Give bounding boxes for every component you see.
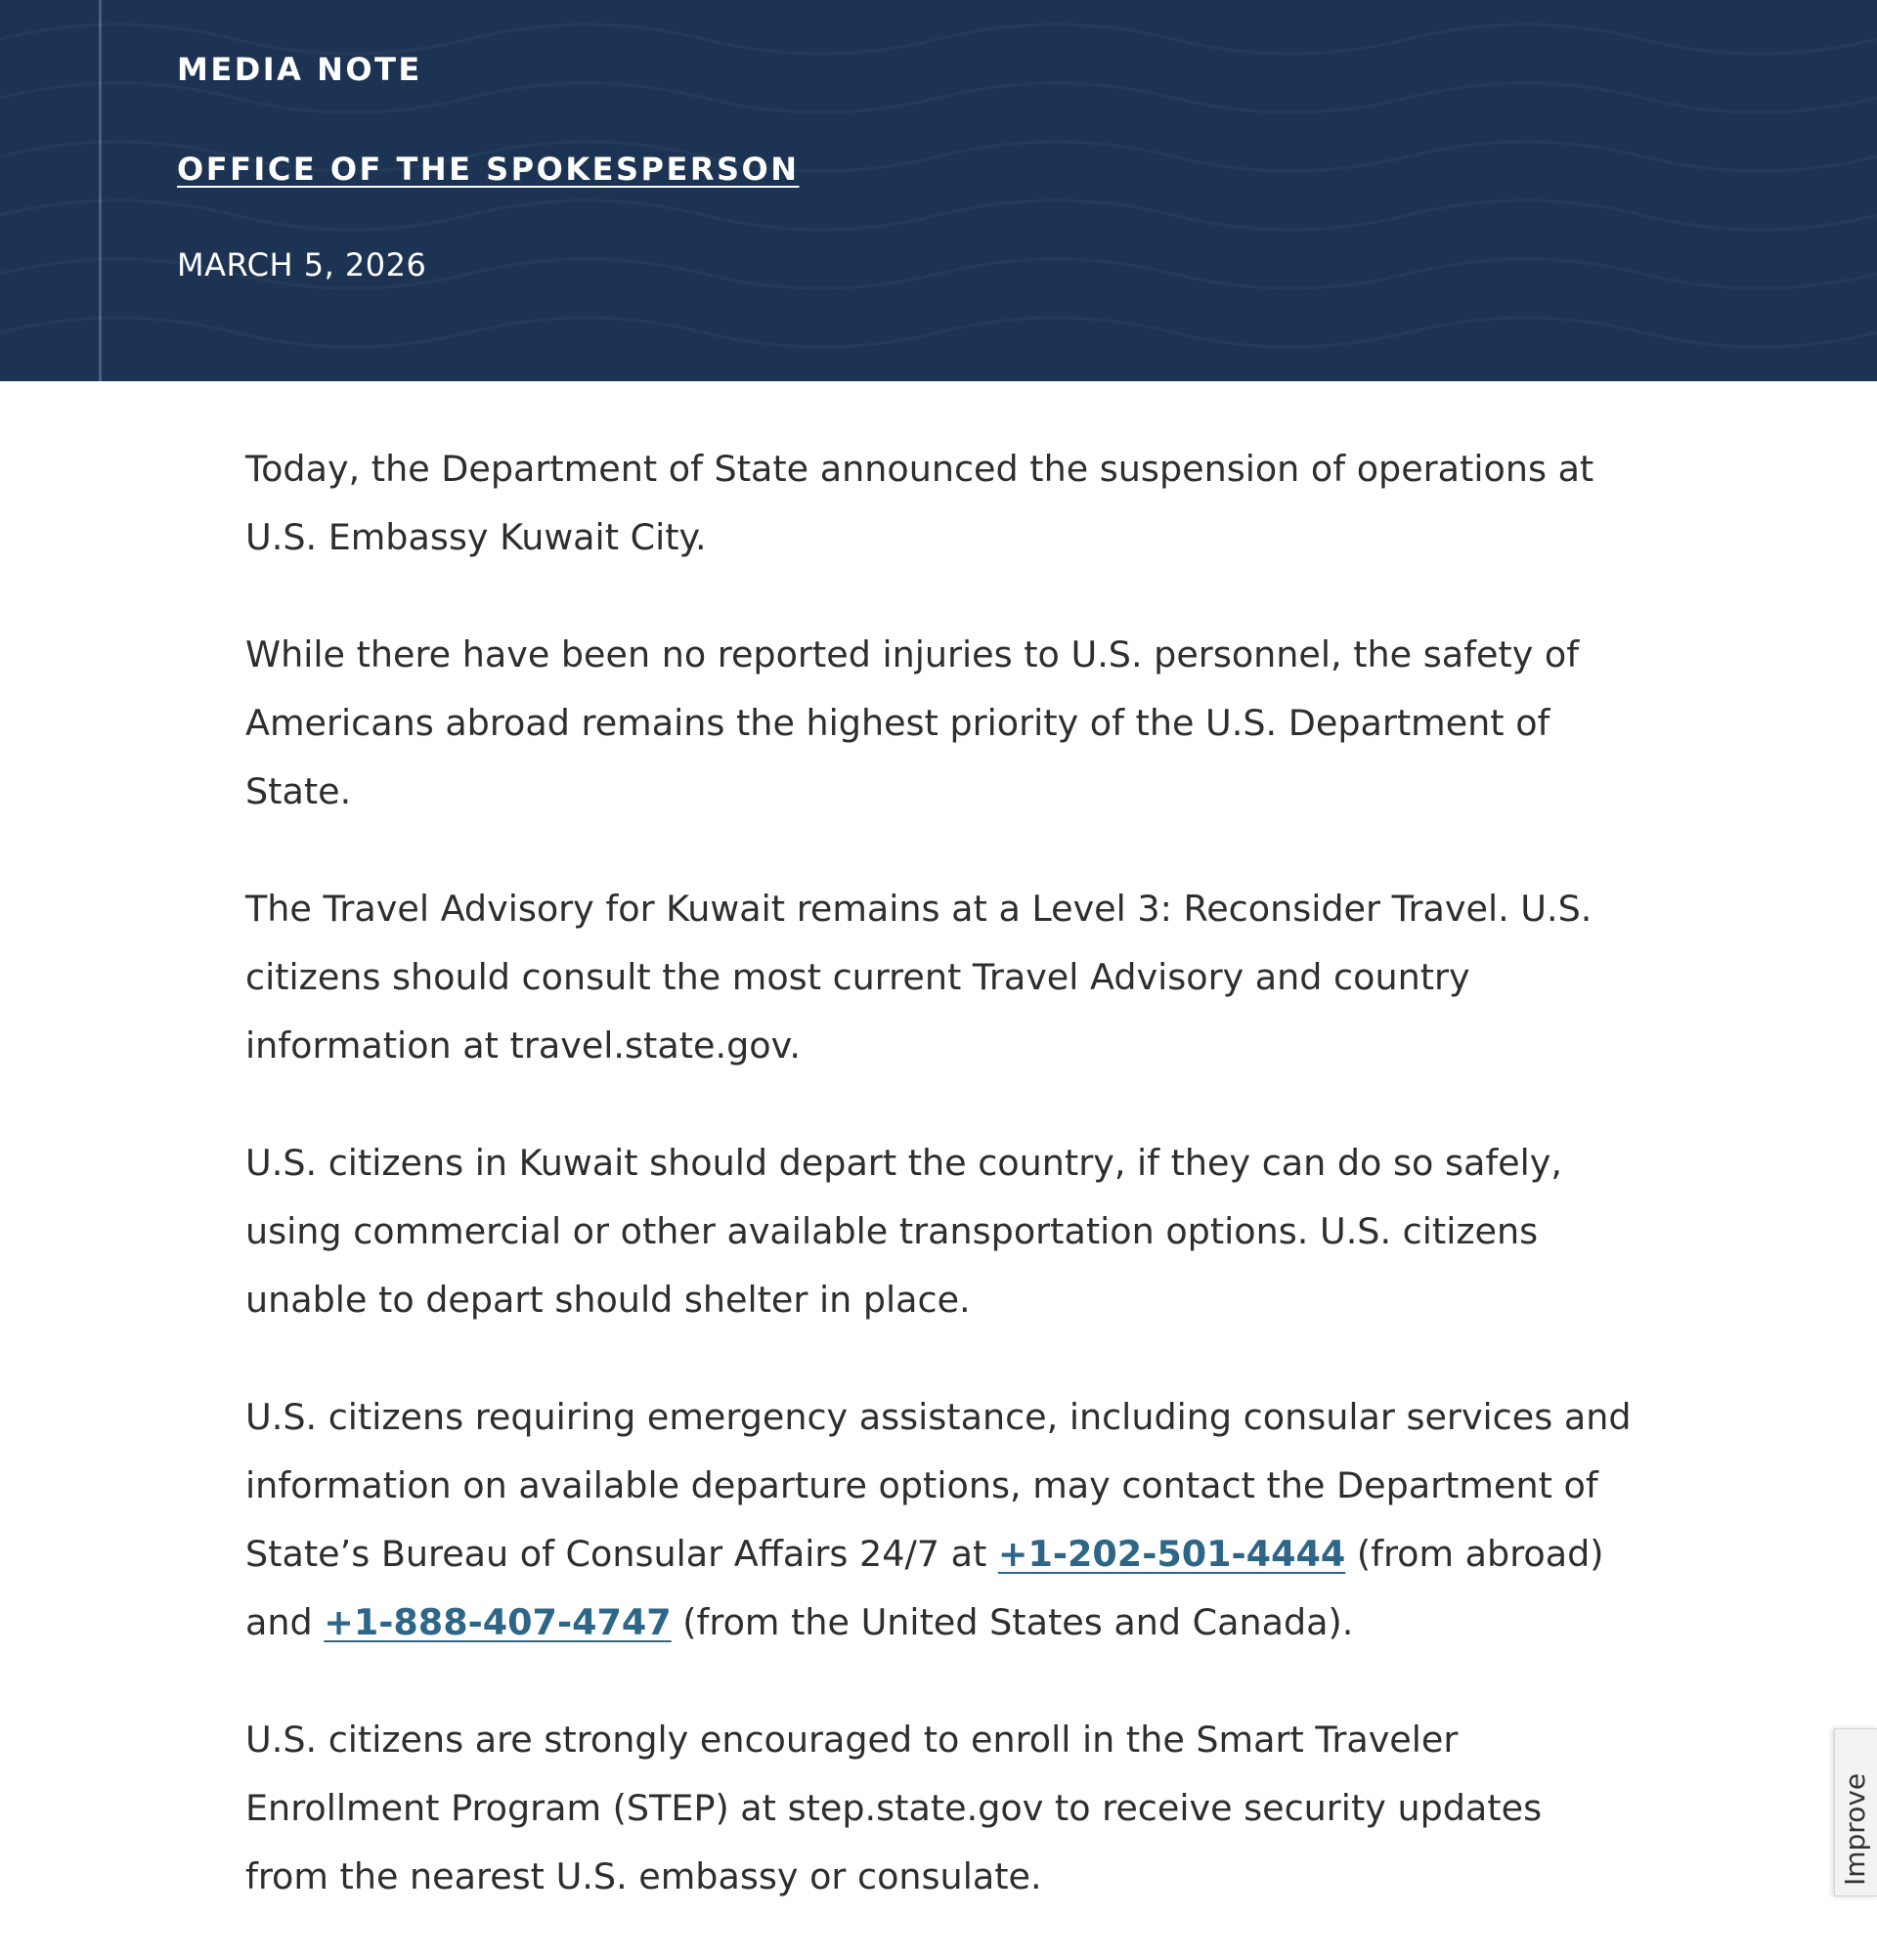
article-body bbox=[245, 435, 1634, 1960]
emergency-text-before: U.S. citizens requiring emergency assistance, including consular services and information on available departure options, may contact the Department of State’s Bureau of Consular Affairs 24/7 at bbox=[245, 1396, 1632, 1575]
phone-link-abroad[interactable]: +1-202-501-4444 bbox=[997, 1533, 1346, 1575]
feedback-tab[interactable] bbox=[1834, 1728, 1877, 1896]
emergency-text-middle: (from abroad) and bbox=[245, 1533, 1604, 1643]
category-label: MEDIA NOTE bbox=[177, 51, 422, 88]
phone-link-us-canada[interactable]: +1-888-407-4747 bbox=[324, 1601, 672, 1643]
paragraph-travel-advisory: The Travel Advisory for Kuwait remains at a Level 3: Reconsider Travel. U.S. citizens should consult the most current Travel Advisory and country information at travel.state.gov. bbox=[245, 888, 1593, 1067]
paragraph-emergency-assistance bbox=[245, 1383, 1634, 1657]
header-vertical-rule bbox=[99, 0, 102, 381]
publication-date: MARCH 5, 2026 bbox=[177, 246, 427, 283]
feedback-tab-label: Improve bbox=[1839, 1772, 1871, 1886]
office-of-the-spokesperson-link[interactable]: OFFICE OF THE SPOKESPERSON bbox=[177, 151, 800, 188]
paragraph-step-enrollment: U.S. citizens are strongly encouraged to enroll in the Smart Traveler Enrollment Program (STEP) at step.state.gov to receive security updates from the nearest U.S. embassy or consulate. bbox=[245, 1719, 1543, 1897]
media-note-header bbox=[0, 0, 1877, 381]
paragraph-safety: While there have been no reported injuries to U.S. personnel, the safety of Americans abroad remains the highest priority of the U.S. Department of State. bbox=[245, 633, 1580, 812]
emergency-text-after: (from the United States and Canada). bbox=[671, 1601, 1354, 1643]
paragraph-depart: U.S. citizens in Kuwait should depart the country, if they can do so safely, using commercial or other available transportation options. U.S. citizens unable to depart should shelter in place. bbox=[245, 1142, 1562, 1321]
paragraph-suspension: Today, the Department of State announced the suspension of operations at U.S. Embassy Kuwait City. bbox=[245, 448, 1594, 558]
